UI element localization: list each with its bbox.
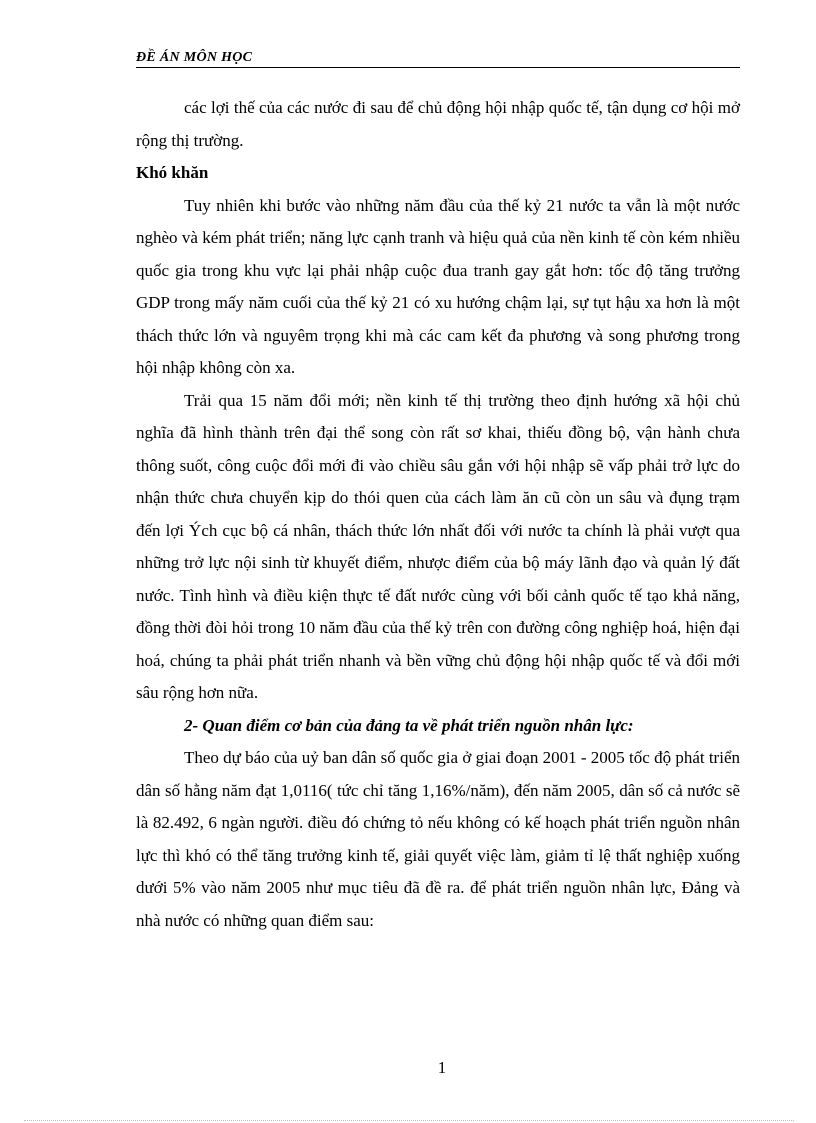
page-header: ĐỀ ÁN MÔN HỌC xyxy=(136,50,740,68)
paragraph-population-forecast: Theo dự báo của uỷ ban dân số quốc gia ở giai đoạn 2001 - 2005 tốc độ phát triển dân số hằng năm đạt 1,0116( tức chỉ tăng 1,16%/năm), đến năm 2005, dân số cả nước sẽ là 82.492, 6 ngàn người. điều đó chứng tỏ nếu không có kế hoạch phát triển nguồn nhân lực thì khó có thể tăng trưởng kinh tế, giải quyết việc làm, giảm tỉ lệ thất nghiệp xuống dưới 5% vào năm 2005 như mục tiêu đã đề ra. để phát triển nguồn nhân lực, Đảng và nhà nước có những quan điểm sau: xyxy=(136,748,740,930)
heading-difficulties: Khó khăn xyxy=(136,163,209,182)
paragraph-opportunities: các lợi thế của các nước đi sau để chủ động hội nhập quốc tế, tận dụng cơ hội mở rộng thị trường. xyxy=(136,98,740,150)
page-bottom-divider xyxy=(24,1120,794,1121)
page-number: 1 xyxy=(437,1058,447,1077)
paragraph-renovation: Trải qua 15 năm đổi mới; nền kinh tế thị trường theo định hướng xã hội chủ nghĩa đã hình thành trên đại thể song còn rất sơ khai, thiếu đồng bộ, vận hành chưa thông suốt, công cuộc đổi mới đi vào chiều sâu gắn với hội nhập sẽ vấp phải trở lực do nhận thức chưa chuyển kịp do thói quen của cách làm ăn cũ còn un sâu và đụng trạm đến lợi Ých cục bộ cá nhân, thách thức lớn nhất đối với nước ta chính là phải vượt qua những trở lực nội sinh từ khuyết điểm, nhược điểm của bộ máy lãnh đạo và quản lý đất nước. Tình hình và điều kiện thực tế đất nước cùng với bối cảnh quốc tế tạo khả năng, đồng thời đòi hỏi trong 10 năm đầu của thế kỷ trên con đường công nghiệp hoá, hiện đại hoá, chúng ta phải phát triển nhanh và bền vững chủ động hội nhập quốc tế và đổi mới sâu rộng hơn nữa. xyxy=(136,390,740,702)
paragraph-difficulties: Tuy nhiên khi bước vào những năm đầu của thế kỷ 21 nước ta vẫn là một nước nghèo và kém phát triển; năng lực cạnh tranh và hiệu quả của nền kinh tế còn kém nhiều quốc gia trong khu vực lại phải nhập cuộc đua tranh gay gắt hơn: tốc độ tăng trưởng GDP trong mấy năm cuối của thế kỷ 21 có xu hướng chậm lại, sự tụt hậu xa hơn là một thách thức lớn và nguyêm trọng khi mà các cam kết đa phương và song phương trong hội nhập không còn xa. xyxy=(136,195,740,377)
document-body xyxy=(136,92,740,937)
section-heading-hr-viewpoint: 2- Quan điểm cơ bản của đảng ta về phát triển nguồn nhân lực: xyxy=(184,715,634,735)
